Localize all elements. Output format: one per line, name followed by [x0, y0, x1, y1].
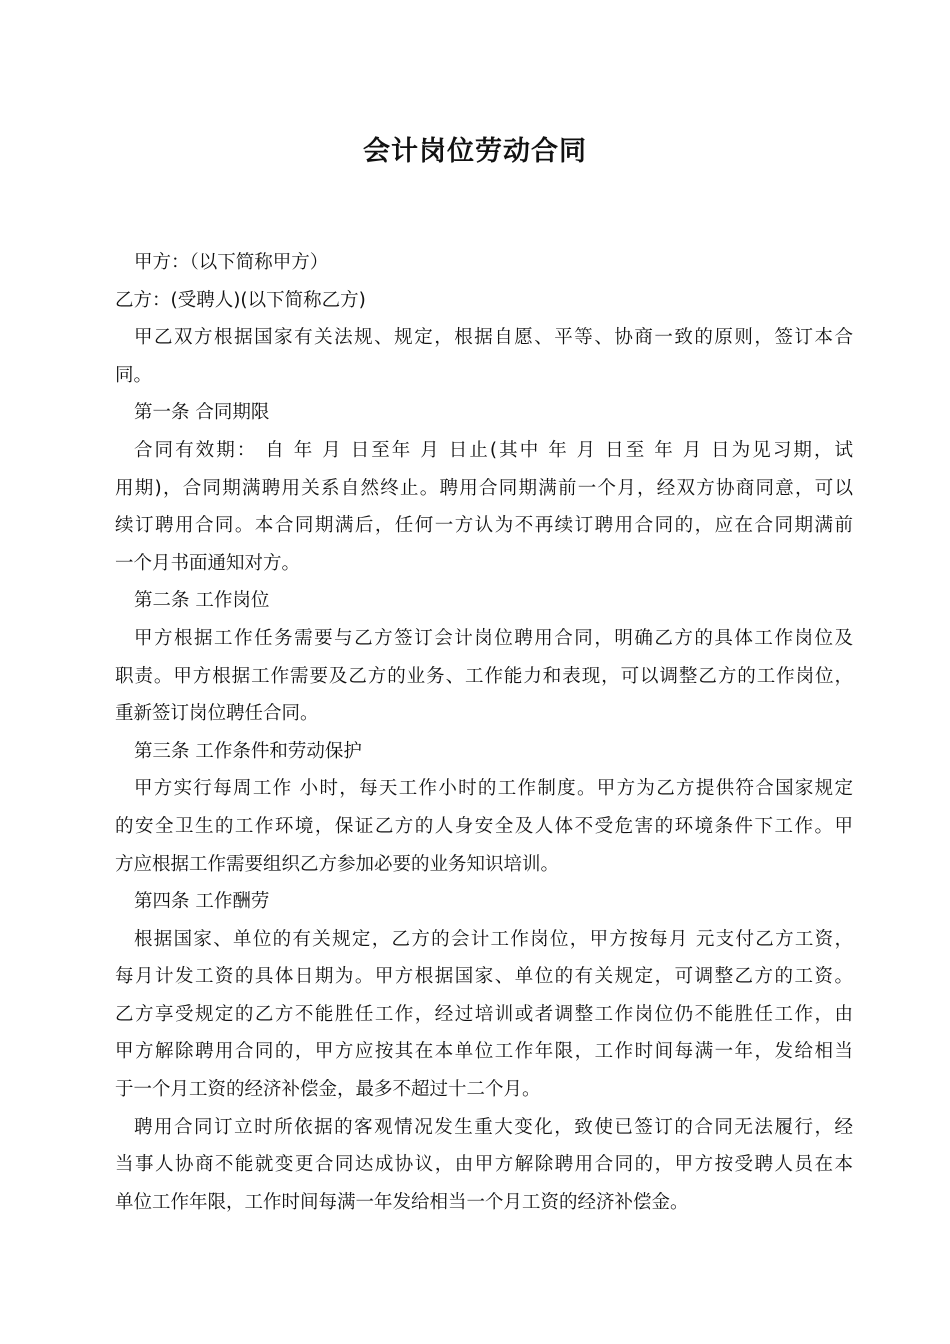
article-heading: 第四条 工作酬劳: [134, 891, 270, 913]
preamble-line: 甲乙双方根据国家有关法规、规定，根据自愿、平等、协商一致的原则，签订本合: [134, 327, 853, 349]
paragraph-line: 方应根据工作需要组织乙方参加必要的业务知识培训。: [115, 853, 560, 875]
paragraph-line: 聘用合同订立时所依据的客观情况发生重大变化，致使已签订的合同无法履行，经: [134, 1116, 853, 1138]
paragraph-line: 每月计发工资的具体日期为。甲方根据国家、单位的有关规定，可调整乙方的工资。: [115, 966, 853, 988]
paragraph-line: 单位工作年限，工作时间每满一年发给相当一个月工资的经济补偿金。: [115, 1191, 689, 1213]
paragraph-line: 甲方根据工作任务需要与乙方签订会计岗位聘用合同，明确乙方的具体工作岗位及: [134, 627, 853, 649]
document-title: 会计岗位劳动合同: [363, 136, 587, 167]
paragraph-line: 用期)，合同期满聘用关系自然终止。聘用合同期满前一个月，经双方协商同意，可以: [115, 477, 853, 499]
paragraph-line: 合同有效期： 自 年 月 日至年 月 日止(其中 年 月 日至 年 月 日为见习期，试: [134, 439, 853, 461]
paragraph-line: 重新签订岗位聘任合同。: [115, 703, 319, 725]
paragraph-line: 甲方解除聘用合同的，甲方应按其在本单位工作年限，工作时间每满一年，发给相当: [115, 1041, 853, 1063]
paragraph-line: 于一个月工资的经济补偿金，最多不超过十二个月。: [115, 1079, 541, 1101]
article-heading: 第一条 合同期限: [134, 402, 270, 424]
paragraph-line: 根据国家、单位的有关规定，乙方的会计工作岗位，甲方按每月 元支付乙方工资，: [134, 928, 853, 950]
paragraph-line: 乙方享受规定的乙方不能胜任工作，经过培训或者调整工作岗位仍不能胜任工作，由: [115, 1003, 853, 1025]
party-b-line: 乙方：(受聘人)(以下简称乙方): [115, 289, 366, 311]
paragraph-line: 职责。甲方根据工作需要及乙方的业务、工作能力和表现，可以调整乙方的工作岗位，: [115, 665, 853, 687]
paragraph-line: 的安全卫生的工作环境，保证乙方的人身安全及人体不受危害的环境条件下工作。甲: [115, 815, 853, 837]
paragraph-line: 一个月书面通知对方。: [115, 552, 301, 574]
paragraph-line: 甲方实行每周工作 小时，每天工作小时的工作制度。甲方为乙方提供符合国家规定: [134, 778, 853, 800]
party-a-line: 甲方：（以下简称甲方）: [134, 252, 329, 273]
preamble-line: 同。: [115, 364, 153, 386]
article-heading: 第二条 工作岗位: [134, 590, 270, 612]
paragraph-line: 当事人协商不能就变更合同达成协议，由甲方解除聘用合同的，甲方按受聘人员在本: [115, 1154, 853, 1176]
article-heading: 第三条 工作条件和劳动保护: [134, 740, 362, 762]
paragraph-line: 续订聘用合同。本合同期满后，任何一方认为不再续订聘用合同的，应在合同期满前: [115, 515, 853, 537]
document-body: [115, 244, 853, 1221]
